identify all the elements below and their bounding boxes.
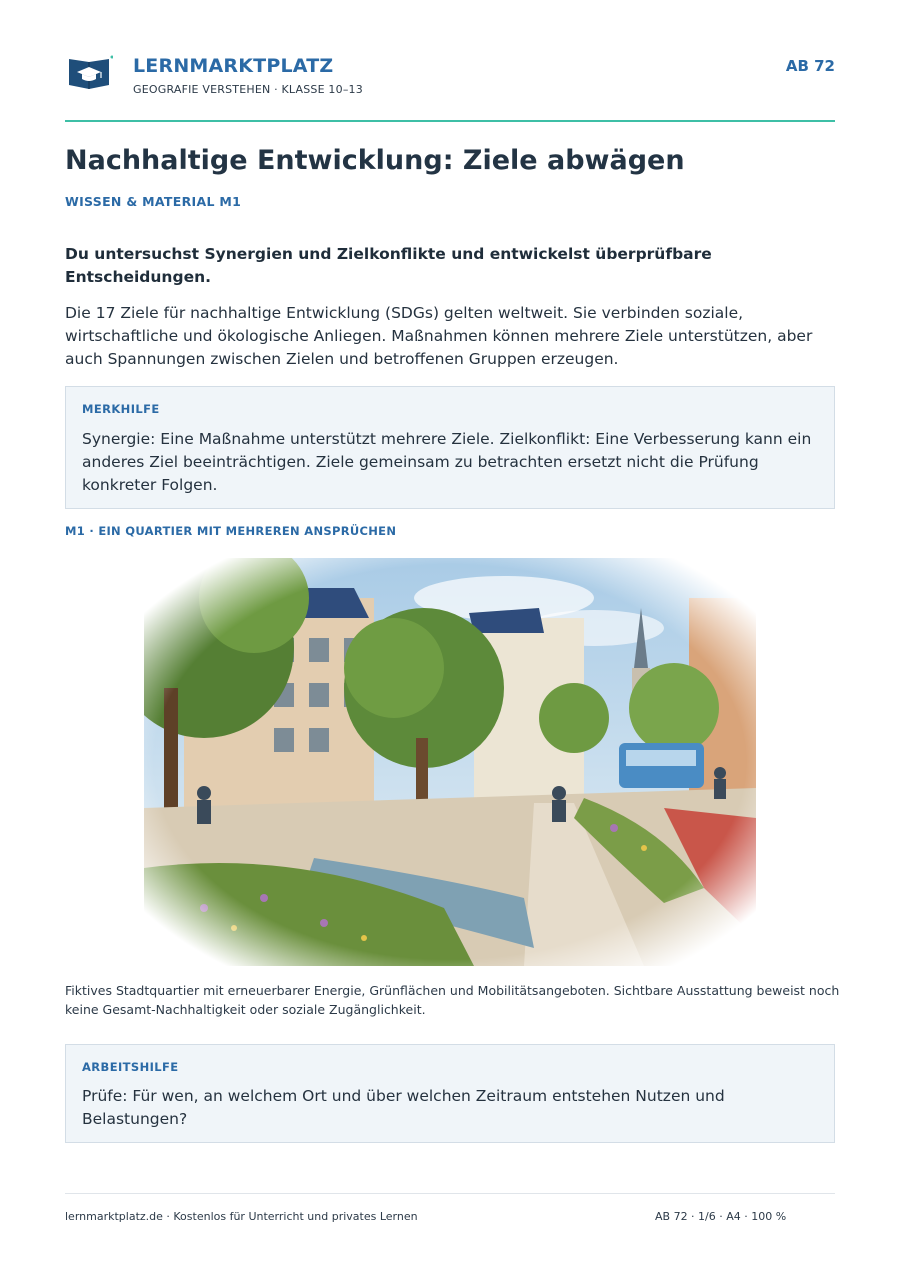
- arbeitshilfe-text: Prüfe: Für wen, an welchem Ort und über welchen Zeitraum entstehen Nutzen und Belastungen?: [82, 1087, 725, 1128]
- graduation-cap-book-icon: [67, 54, 113, 92]
- intro-paragraph: Die 17 Ziele für nachhaltige Entwicklung (SDGs) gelten weltweit. Sie verbinden soziale, wirtschaftliche und ökologische Anliegen. Maßnahmen können mehrere Ziele unterstützen, aber auch Spannungen zwischen Zielen und betroffenen Gruppen erzeugen.: [65, 304, 813, 368]
- merkhilfe-text: Synergie: Eine Maßnahme unterstützt mehrere Ziele. Zielkonflikt: Eine Verbesserung kann ein anderes Ziel beeinträchtigen. Ziele gemeinsam zu betrachten ersetzt nicht die Prüfung konkreter Folgen.: [82, 430, 812, 494]
- figure-caption: Fiktives Stadtquartier mit erneuerbarer Energie, Grünflächen und Mobilitätsangeboten. Sichtbare Ausstattung beweist noch keine Gesamt-Nachhaltigkeit oder soziale Zugänglichkeit.: [65, 983, 840, 1017]
- footer-page-info: AB 72 · 1/6 · A4 · 100 %: [655, 1210, 787, 1223]
- section-kicker: WISSEN & MATERIAL M1: [65, 194, 242, 209]
- lead-statement: Du untersuchst Synergien und Zielkonflikte und entwickelst überprüfbare Entscheidungen.: [65, 245, 712, 286]
- merkhilfe-label: MERKHILFE: [82, 402, 160, 416]
- sheet-number: AB 72: [785, 57, 835, 75]
- footer-source: lernmarktplatz.de · Kostenlos für Unterricht und privates Lernen: [65, 1210, 418, 1223]
- page-title: Nachhaltige Entwicklung: Ziele abwägen: [65, 145, 685, 176]
- material-label: M1 · EIN QUARTIER MIT MEHREREN ANSPRÜCHEN: [65, 524, 397, 538]
- footer-divider: [65, 1193, 835, 1194]
- quarter-illustration: [144, 558, 756, 966]
- merkhilfe-box: [65, 386, 835, 509]
- brand-subtitle: GEOGRAFIE VERSTEHEN · KLASSE 10–13: [133, 83, 363, 96]
- arbeitshilfe-box: [65, 1044, 835, 1143]
- arbeitshilfe-label: ARBEITSHILFE: [82, 1060, 179, 1074]
- brand-name: LERNMARKTPLATZ: [133, 55, 334, 77]
- header-divider: [65, 120, 835, 122]
- page-header: [65, 52, 835, 112]
